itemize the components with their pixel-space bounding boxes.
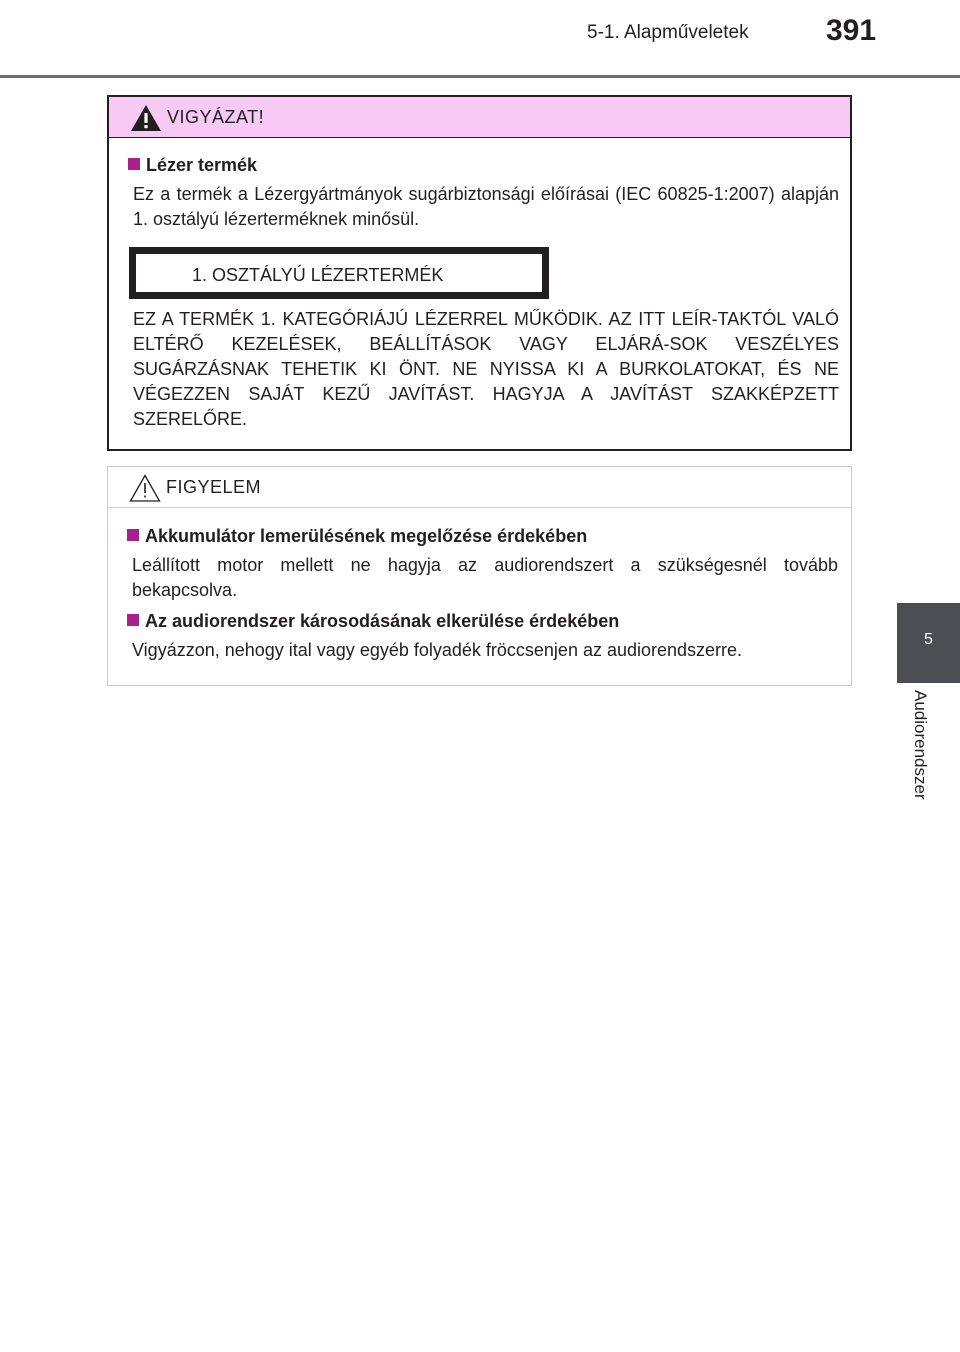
caution-item-heading: Az audiorendszer károsodásának elkerülése érdekében — [127, 611, 619, 632]
warning-box — [107, 95, 852, 451]
caution-item-text: Leállított motor mellett ne hagyja az audiorendszert a szükségesnél tovább bekapcsolva. — [132, 555, 838, 600]
laser-class-label-text: 1. OSZTÁLYÚ LÉZERTERMÉK — [192, 265, 444, 285]
caution-item-text: Vigyázzon, nehogy ital vagy egyéb folyadék fröccsenjen az audiorendszerre. — [132, 640, 743, 660]
square-bullet-icon — [127, 614, 139, 626]
warning-item-heading: Lézer termék — [128, 155, 257, 176]
warning-title: VIGYÁZAT! — [167, 107, 265, 127]
chapter-tab — [897, 603, 960, 683]
laser-warning-text: EZ A TERMÉK 1. KATEGÓRIÁJÚ LÉZERREL MŰKÖDIK. AZ ITT LEÍR-TAKTÓL VALÓ ELTÉRŐ KEZELÉSEK, BEÁLLÍTÁSOK VAGY ELJÁRÁ-SOK VESZÉLYES SUGÁRZÁSNAK TEHETIK KI ÖNT. NE NYISSA KI A BURKOLATOKAT, ÉS NE VÉGEZZEN SAJÁT KEZŰ JAVÍTÁST. HAGYJA A JAVÍTÁST SZAKKÉPZETT SZERELŐRE. — [133, 309, 839, 429]
warning-box-header — [109, 97, 850, 138]
laser-class-label — [129, 247, 549, 299]
warning-item-text: Ez a termék a Lézergyártmányok sugárbiztonsági előírásai (IEC 60825-1:2007) alapján 1. osztályú lézerterméknek minősül. — [133, 184, 839, 229]
header-divider — [0, 75, 960, 78]
section-title: 5-1. Alapműveletek — [587, 22, 749, 43]
caution-box — [107, 466, 852, 686]
chapter-number: 5 — [924, 631, 933, 648]
caution-item-heading: Akkumulátor lemerülésének megelőzése érdekében — [127, 526, 587, 547]
caution-box-header — [108, 467, 851, 508]
chapter-label: Audiorendszer — [911, 690, 930, 800]
caution-triangle-icon — [128, 473, 162, 503]
page-number: 391 — [826, 14, 877, 47]
square-bullet-icon — [127, 529, 139, 541]
square-bullet-icon — [128, 158, 140, 170]
warning-triangle-icon — [129, 103, 163, 133]
caution-title: FIGYELEM — [166, 477, 262, 497]
